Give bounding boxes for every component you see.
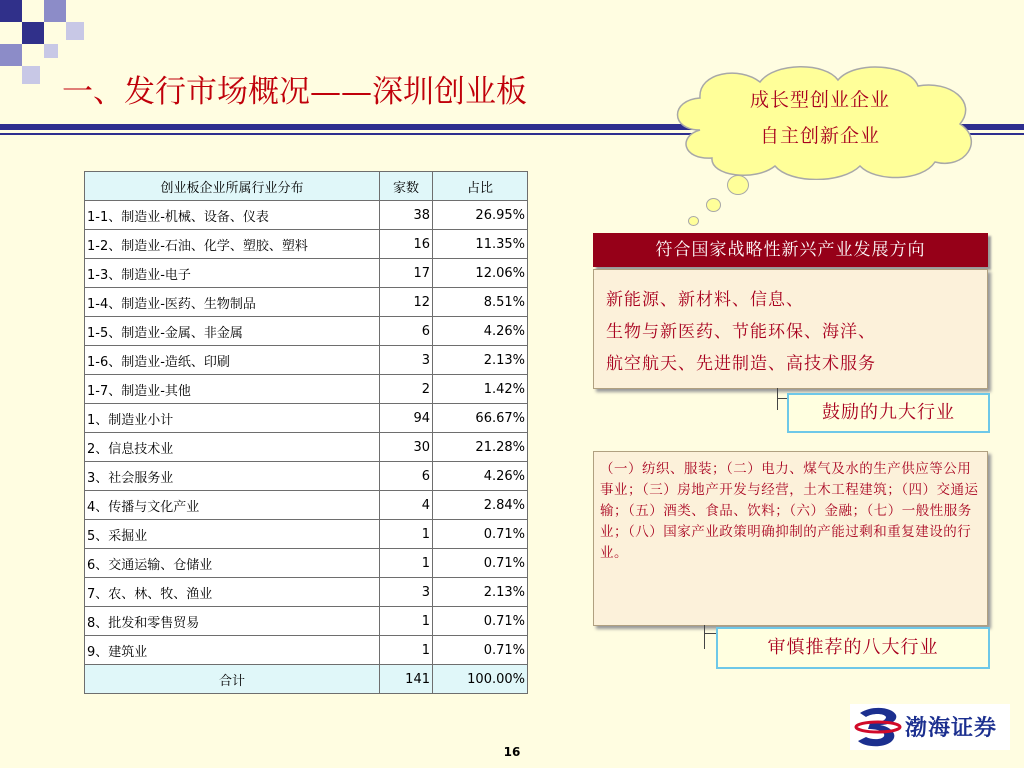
callout-connector-1b (777, 398, 787, 399)
industry-distribution-table (84, 171, 528, 694)
table-row (85, 404, 528, 433)
count-cell: 30 (380, 433, 433, 462)
industry-cell: 1-1、制造业-机械、设备、仪表 (85, 201, 380, 230)
logo-mark-icon (852, 705, 904, 749)
count-cell: 1 (380, 607, 433, 636)
count-cell: 1 (380, 549, 433, 578)
share-cell: 4.26% (433, 462, 528, 491)
industry-cell: 8、批发和零售贸易 (85, 607, 380, 636)
table-row (85, 230, 528, 259)
count-cell: 94 (380, 404, 433, 433)
cautious-callout: 审慎推荐的八大行业 (716, 627, 990, 669)
industry-cell: 1-4、制造业-医药、生物制品 (85, 288, 380, 317)
share-cell: 4.26% (433, 317, 528, 346)
callout-connector-2b (704, 633, 716, 634)
industry-cell: 7、农、林、牧、渔业 (85, 578, 380, 607)
share-cell: 1.42% (433, 375, 528, 404)
share-cell: 0.71% (433, 549, 528, 578)
count-cell: 6 (380, 317, 433, 346)
thought-bubble-3 (688, 216, 699, 226)
total-count: 141 (380, 665, 433, 694)
table-row (85, 462, 528, 491)
table-row (85, 201, 528, 230)
industry-cell: 1-5、制造业-金属、非金属 (85, 317, 380, 346)
share-cell: 0.71% (433, 636, 528, 665)
callout-connector-1 (777, 388, 778, 410)
cloud-line-1: 成长型创业企业 (749, 89, 890, 111)
table-total-row (85, 665, 528, 694)
count-cell: 3 (380, 346, 433, 375)
table-row (85, 607, 528, 636)
slide-title: 一、发行市场概况——深圳创业板 (62, 74, 527, 110)
share-cell: 0.71% (433, 520, 528, 549)
table-row (85, 259, 528, 288)
share-cell: 26.95% (433, 201, 528, 230)
count-cell: 2 (380, 375, 433, 404)
callout-connector-2 (704, 625, 705, 649)
table-row (85, 636, 528, 665)
industry-cell: 5、采掘业 (85, 520, 380, 549)
count-cell: 17 (380, 259, 433, 288)
table-row (85, 578, 528, 607)
industry-cell: 1、制造业小计 (85, 404, 380, 433)
share-cell: 12.06% (433, 259, 528, 288)
page-number: 16 (503, 745, 521, 759)
table-row (85, 433, 528, 462)
table-row (85, 549, 528, 578)
cloud-text (690, 82, 950, 154)
industry-cell: 1-3、制造业-电子 (85, 259, 380, 288)
industry-cell: 4、传播与文化产业 (85, 491, 380, 520)
count-cell: 3 (380, 578, 433, 607)
logo-name: 渤海证券 (905, 716, 998, 741)
share-cell: 21.28% (433, 433, 528, 462)
count-cell: 38 (380, 201, 433, 230)
count-cell: 16 (380, 230, 433, 259)
industry-cell: 9、建筑业 (85, 636, 380, 665)
cautious-industries-text: （一）纺织、服装；（二）电力、煤气及水的生产供应等公用事业；（三）房地产开发与经营，土木工程建筑；（四）交通运输；（五）酒类、食品、饮料；（六）金融；（七）一般性服务业；（八）国家产业政策明确抑制的产能过剩和重复建设的行业。 (600, 461, 979, 561)
table-row (85, 491, 528, 520)
count-cell: 4 (380, 491, 433, 520)
count-cell: 6 (380, 462, 433, 491)
cloud-line-2: 自主创新企业 (759, 125, 880, 147)
industry-cell: 2、信息技术业 (85, 433, 380, 462)
industry-cell: 6、交通运输、仓储业 (85, 549, 380, 578)
share-cell: 66.67% (433, 404, 528, 433)
share-cell: 2.84% (433, 491, 528, 520)
strategic-direction-header: 符合国家战略性新兴产业发展方向 (593, 233, 988, 267)
table-header-row (85, 172, 528, 201)
share-cell: 8.51% (433, 288, 528, 317)
total-label: 合计 (85, 665, 380, 694)
industry-cell: 3、社会服务业 (85, 462, 380, 491)
industry-cell: 1-6、制造业-造纸、印刷 (85, 346, 380, 375)
count-cell: 1 (380, 520, 433, 549)
count-cell: 1 (380, 636, 433, 665)
share-cell: 2.13% (433, 346, 528, 375)
industry-cell: 1-7、制造业-其他 (85, 375, 380, 404)
encouraged-line-3: 航空航天、先进制造、高技术服务 (606, 354, 876, 374)
count-cell: 12 (380, 288, 433, 317)
header-count: 家数 (380, 172, 433, 201)
share-cell: 11.35% (433, 230, 528, 259)
encouraged-industries-text (606, 284, 978, 380)
encouraged-callout: 鼓励的九大行业 (787, 393, 990, 433)
header-share: 占比 (433, 172, 528, 201)
table-row (85, 288, 528, 317)
encouraged-line-2: 生物与新医药、节能环保、海洋、 (606, 322, 876, 342)
header-industry: 创业板企业所属行业分布 (85, 172, 380, 201)
total-share: 100.00% (433, 665, 528, 694)
table-body (85, 201, 528, 665)
share-cell: 0.71% (433, 607, 528, 636)
table-row (85, 317, 528, 346)
table-row (85, 375, 528, 404)
thought-bubble-2 (706, 198, 721, 212)
share-cell: 2.13% (433, 578, 528, 607)
thought-bubble-1 (727, 175, 749, 195)
table-row (85, 520, 528, 549)
table-row (85, 346, 528, 375)
industry-cell: 1-2、制造业-石油、化学、塑胶、塑料 (85, 230, 380, 259)
encouraged-line-1: 新能源、新材料、信息、 (606, 290, 804, 310)
